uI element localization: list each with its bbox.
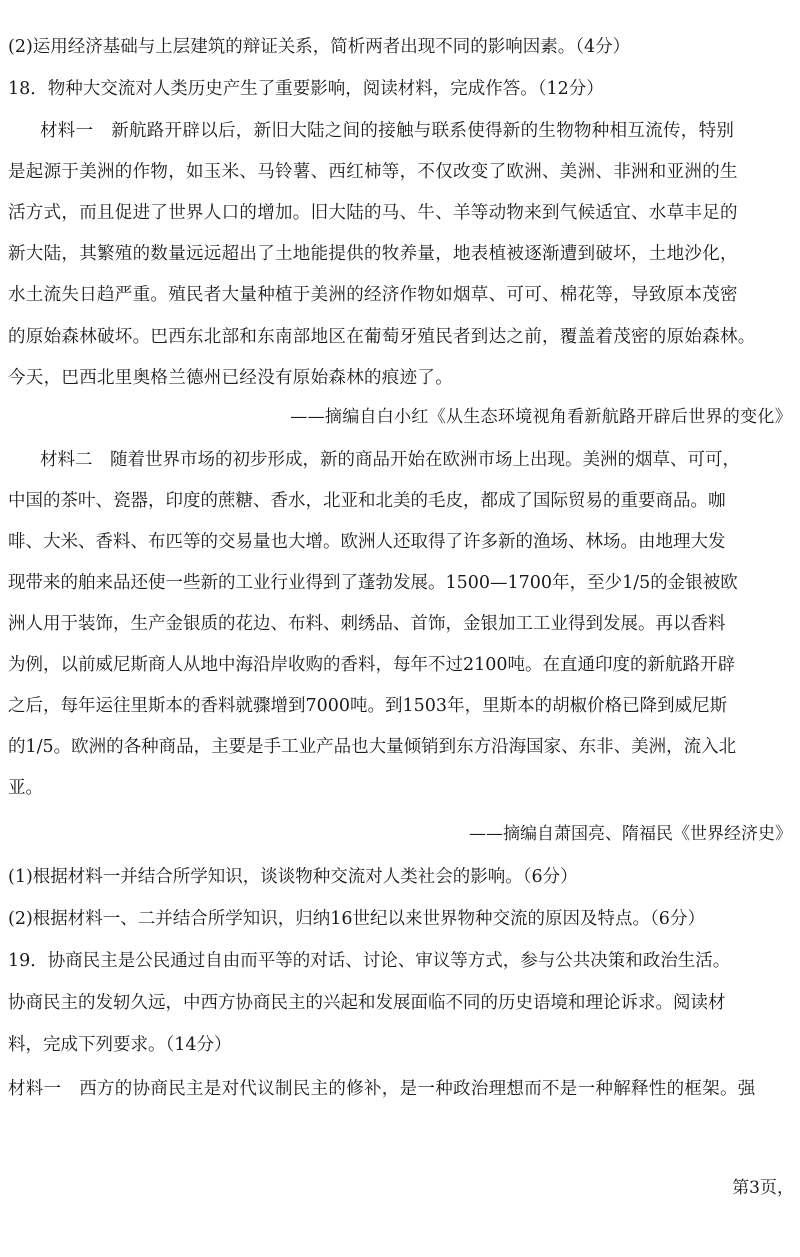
q18-material1-line: 新大陆，其繁殖的数量远远超出了土地能提供的牧养量，地表植被逐渐遭到破坏，土地沙化，	[8, 244, 738, 264]
q18-material1-line: 活方式，而且促进了世界人口的增加。旧大陆的马、牛、羊等动物来到气候适宜、水草丰足的	[8, 203, 738, 223]
q18-part1: (1)根据材料一并结合所学知识，谈谈物种交流对人类社会的影响。（6分）	[8, 867, 578, 887]
q18-material1-source: ——摘编自白小红《从生态环境视角看新航路开辟后世界的变化》	[290, 407, 792, 427]
q18-material1-line: 材料一 新航路开辟以后，新旧大陆之间的接触与联系使得新的生物物种相互流传，特别	[40, 121, 735, 141]
q18-material2-source: ——摘编自萧国亮、隋福民《世界经济史》	[469, 824, 792, 844]
q19-material1-line: 材料一 西方的协商民主是对代议制民主的修补，是一种政治理想而不是一种解释性的框架。强	[8, 1079, 756, 1099]
q18-part2: (2)根据材料一、二并结合所学知识，归纳16世纪以来世界物种交流的原因及特点。（6分）	[8, 909, 705, 929]
q18-material1-line: 是起源于美洲的作物，如玉米、马铃薯、西红柿等，不仅改变了欧洲、美洲、非洲和亚洲的生	[8, 162, 738, 182]
q18-material2-line: 啡、大米、香料、布匹等的交易量也大增。欧洲人还取得了许多新的渔场、林场。由地理大发	[8, 532, 726, 552]
page-number: 第3页，	[732, 1178, 794, 1198]
q18-material2-line: 中国的茶叶、瓷器，印度的蔗糖、香水，北亚和北美的毛皮，都成了国际贸易的重要商品。咖	[8, 491, 726, 511]
q18-material2-line: 为例，以前威尼斯商人从地中海沿岸收购的香料，每年不过2100吨。在直通印度的新航路开辟	[8, 655, 736, 675]
q19-stem-line: 料，完成下列要求。（14分）	[8, 1035, 232, 1055]
q19-stem-line: 协商民主的发轫久远，中西方协商民主的兴起和发展面临不同的历史语境和理论诉求。阅读材	[8, 993, 726, 1013]
q18-material2-line: 现带来的舶来品还使一些新的工业行业得到了蓬勃发展。1500—1700年，至少1/5的金银被欧	[8, 573, 738, 593]
q18-material2-line: 的1/5。欧洲的各种商品，主要是手工业产品也大量倾销到东方沿海国家、东非、美洲，流入北	[8, 737, 737, 757]
q17-part2: (2)运用经济基础与上层建筑的辩证关系，简析两者出现不同的影响因素。（4分）	[8, 37, 631, 57]
q18-material2-line: 之后，每年运往里斯本的香料就骤增到7000吨。到1503年，里斯本的胡椒价格已降到威尼斯	[8, 696, 728, 716]
q18-material2-line: 洲人用于装饰，生产金银质的花边、布料、刺绣品、首饰，金银加工工业得到发展。再以香料	[8, 614, 726, 634]
q18-material1-line: 水土流失日趋严重。殖民者大量种植于美洲的经济作物如烟草、可可、棉花等，导致原本茂密	[8, 285, 738, 305]
q19-stem-line: 19．协商民主是公民通过自由而平等的对话、讨论、审议等方式，参与公共决策和政治生活。	[8, 951, 731, 971]
q18-material2-line: 材料二 随着世界市场的初步形成，新的商品开始在欧洲市场上出现。美洲的烟草、可可，	[40, 450, 740, 470]
q18-stem: 18．物种大交流对人类历史产生了重要影响，阅读材料，完成作答。（12分）	[8, 79, 604, 99]
q18-material1-line: 的原始森林破坏。巴西东北部和东南部地区在葡萄牙殖民者到达之前，覆盖着茂密的原始森林。	[8, 327, 756, 347]
q18-material1-line: 今天，巴西北里奥格兰德州已经没有原始森林的痕迹了。	[8, 368, 453, 388]
q18-material2-line: 亚。	[8, 778, 43, 798]
